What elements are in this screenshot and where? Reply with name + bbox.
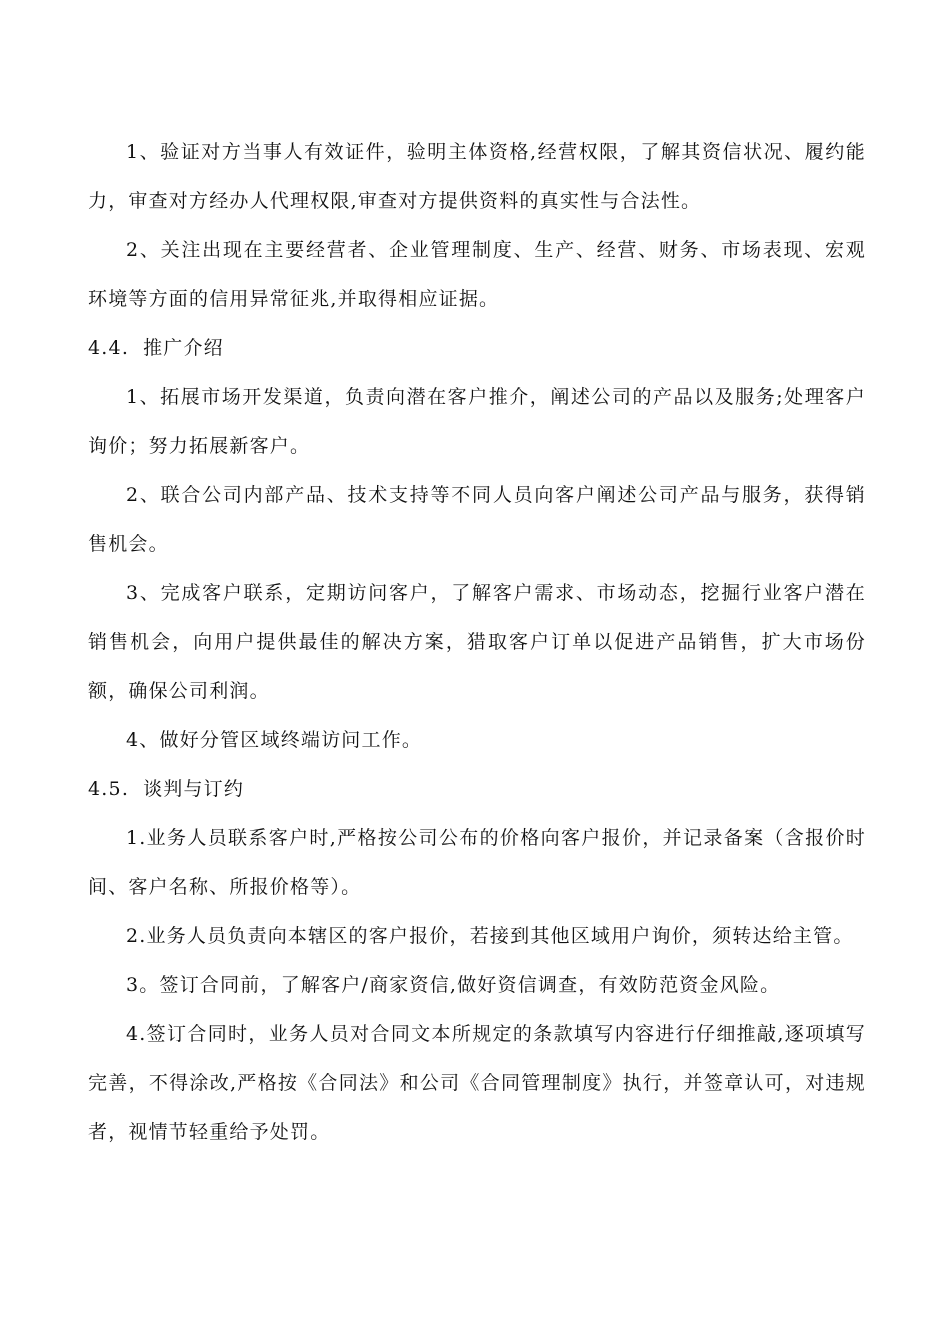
paragraph-contract-signing: 4.签订合同时，业务人员对合同文本所规定的条款填写内容进行仔细推敲,逐项填写完善，不得涂改,严格按《合同法》和公司《合同管理制度》执行，并签章认可，对违规者，视情节轻重给予处罚。 — [88, 1023, 866, 1143]
paragraph-customer-contact: 3、完成客户联系，定期访问客户，了解客户需求、市场动态，挖掘行业客户潜在销售机会，向用户提供最佳的解决方案，猎取客户订单以促进产品销售，扩大市场份额，确保公司利润。 — [88, 582, 866, 702]
paragraph-regional-quotes: 2.业务人员负责向本辖区的客户报价，若接到其他区域用户询价，须转达给主管。 — [126, 925, 854, 947]
section-heading-4-5 — [88, 765, 866, 814]
paragraph-expand-channels: 1、拓展市场开发渠道，负责向潜在客户推介，阐述公司的产品以及服务;处理客户询价；努力拓展新客户。 — [88, 386, 866, 457]
paragraph-credit-warning: 2、关注出现在主要经营者、企业管理制度、生产、经营、财务、市场表现、宏观环境等方面的信用异常征兆,并取得相应证据。 — [88, 239, 866, 310]
paragraph-joint-presentation: 2、联合公司内部产品、技术支持等不同人员向客户阐述公司产品与服务，获得销售机会。 — [88, 484, 866, 555]
section-title: 推广介绍 — [143, 337, 224, 359]
section-number: 4.5. — [88, 778, 130, 800]
paragraph-quote-pricing: 1.业务人员联系客户时,严格按公司公布的价格向客户报价，并记录备案（含报价时间、客户名称、所报价格等）。 — [88, 827, 866, 898]
section-title: 谈判与订约 — [143, 778, 245, 800]
paragraph-credit-check: 3。签订合同前，了解客户/商家资信,做好资信调查，有效防范资金风险。 — [126, 974, 781, 996]
section-number: 4.4. — [88, 337, 130, 359]
document-page — [88, 128, 866, 1157]
paragraph-terminal-visits: 4、做好分管区域终端访问工作。 — [126, 729, 423, 751]
section-heading-4-4 — [88, 324, 866, 373]
paragraph-verify-credentials: 1、验证对方当事人有效证件，验明主体资格,经营权限，了解其资信状况、履约能力，审查对方经办人代理权限,审查对方提供资料的真实性与合法性。 — [88, 141, 866, 212]
